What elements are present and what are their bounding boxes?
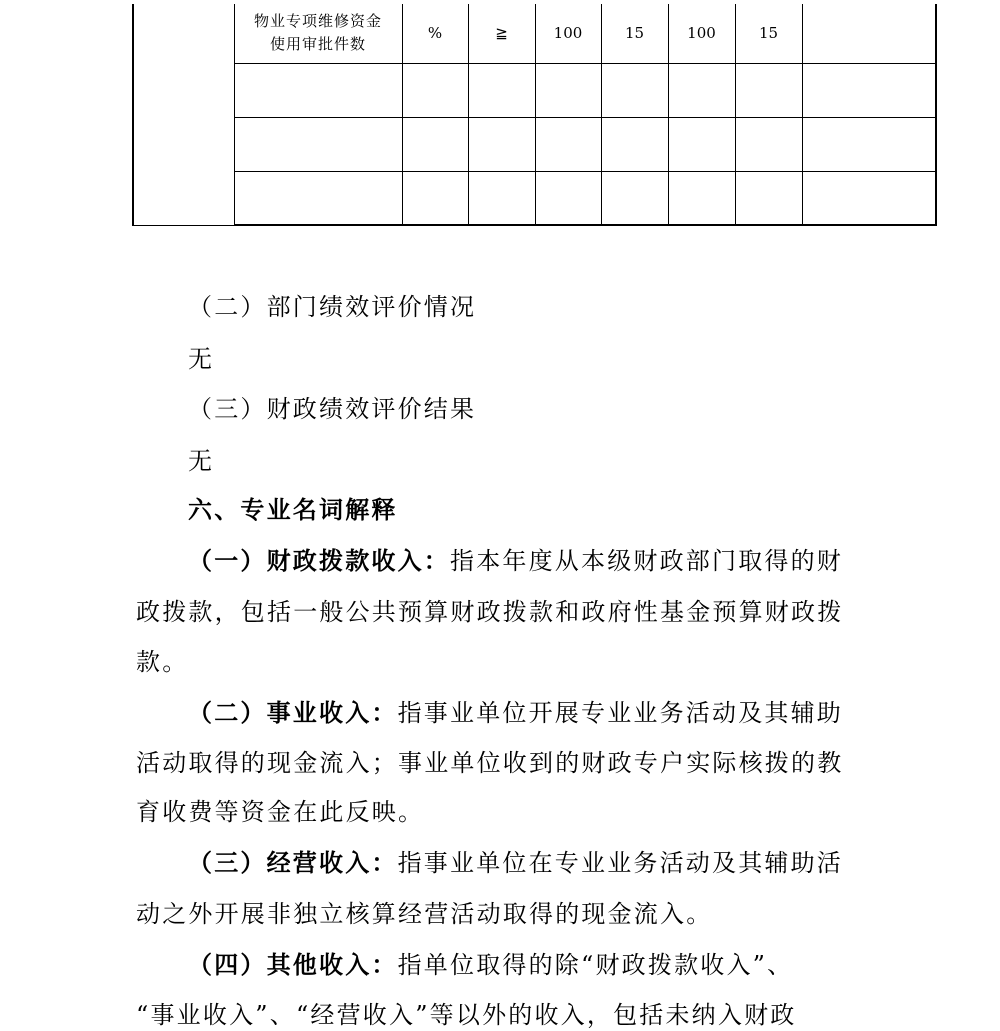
empty-cell [468, 63, 535, 117]
heading-glossary: 六、专业名词解释 [188, 495, 398, 524]
empty-cell [535, 63, 601, 117]
empty-cell [234, 117, 402, 171]
empty-cell [601, 171, 668, 225]
empty-cell [468, 117, 535, 171]
section-body-dept-evaluation: 无 [188, 345, 215, 373]
empty-cell [668, 171, 735, 225]
empty-cell [402, 171, 468, 225]
paragraph-operating-revenue-line1 [188, 848, 843, 878]
empty-cell [802, 117, 936, 171]
definition-text: 指事业单位在专业业务活动及其辅助活 [397, 849, 844, 877]
paragraph-business-revenue-line1 [188, 698, 843, 728]
operator-cell: ≧ [468, 4, 535, 63]
section-body-finance-evaluation: 无 [188, 447, 215, 475]
section-title-dept-evaluation: （二）部门绩效评价情况 [188, 293, 477, 321]
empty-cell [735, 63, 802, 117]
score-cell: 15 [735, 4, 802, 63]
paragraph-business-revenue-line2: 活动取得的现金流入；事业单位收到的财政专户实际核拨的教 [136, 749, 844, 777]
empty-cell [234, 171, 402, 225]
table-row [133, 4, 936, 63]
definition-text: 指本年度从本级财政部门取得的财 [450, 547, 843, 575]
empty-cell [234, 63, 402, 117]
empty-cell [601, 63, 668, 117]
paragraph-business-revenue-line3: 育收费等资金在此反映。 [136, 798, 425, 826]
paragraph-other-revenue-line1 [188, 950, 793, 980]
actual-value-cell: 100 [668, 4, 735, 63]
empty-cell [802, 63, 936, 117]
term-business-revenue: （二）事业收入： [188, 698, 398, 727]
paragraph-operating-revenue-line2: 动之外开展非独立核算经营活动取得的现金流入。 [136, 900, 713, 928]
table-row [133, 117, 936, 171]
empty-cell [535, 117, 601, 171]
section-title-finance-evaluation: （三）财政绩效评价结果 [188, 395, 477, 423]
merged-category-cell [133, 4, 234, 225]
table-row [133, 171, 936, 225]
indicator-name-cell [234, 4, 402, 63]
empty-cell [601, 117, 668, 171]
indicator-name-line1: 物业专项维修资金 [253, 12, 382, 31]
note-cell [802, 4, 936, 63]
target-value-cell: 100 [535, 4, 601, 63]
paragraph-fiscal-revenue-line2: 政拨款，包括一般公共预算财政拨款和政府性基金预算财政拨 [136, 598, 844, 626]
definition-text: 指事业单位开展专业业务活动及其辅助 [397, 699, 844, 727]
empty-cell [535, 171, 601, 225]
term-fiscal-revenue: （一）财政拨款收入： [188, 546, 450, 575]
indicator-name-line2: 使用审批件数 [269, 35, 366, 54]
empty-cell [735, 117, 802, 171]
weight-cell: 15 [601, 4, 668, 63]
term-other-revenue: （四）其他收入： [188, 950, 398, 979]
term-operating-revenue: （三）经营收入： [188, 848, 398, 877]
empty-cell [735, 171, 802, 225]
paragraph-fiscal-revenue-line1 [188, 546, 843, 576]
unit-cell: % [402, 4, 468, 63]
paragraph-other-revenue-line2: “事业收入”、“经营收入”等以外的收入，包括未纳入财政 [136, 1001, 797, 1029]
empty-cell [668, 63, 735, 117]
empty-cell [402, 117, 468, 171]
empty-cell [802, 171, 936, 225]
empty-cell [402, 63, 468, 117]
empty-cell [468, 171, 535, 225]
performance-indicator-table [132, 4, 937, 226]
empty-cell [668, 117, 735, 171]
paragraph-fiscal-revenue-line3: 款。 [136, 648, 189, 676]
definition-text: 指单位取得的除“财政拨款收入”、 [397, 951, 794, 979]
table-row [133, 63, 936, 117]
